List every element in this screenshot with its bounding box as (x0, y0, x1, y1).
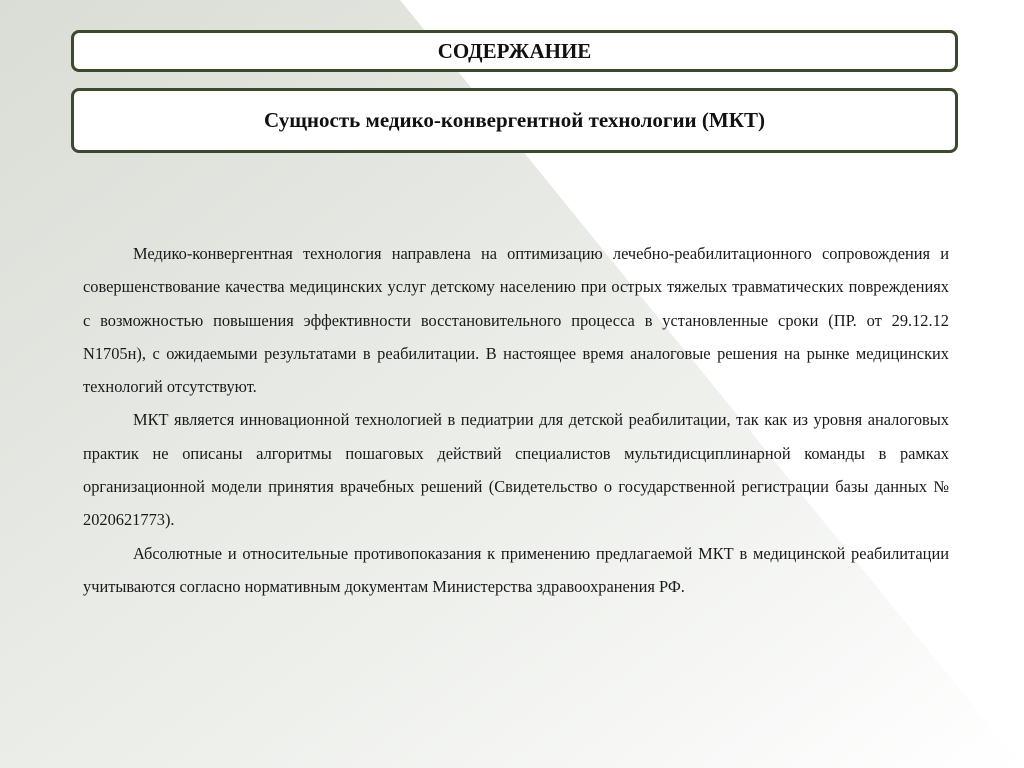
paragraph-2: МКТ является инновационной технологией в педиатрии для детской реабилитации, так как из уровня аналоговых практик не описаны алгоритмы пошаговых действий специалистов мультидисциплинарной команды в рамках организационной модели принятия врачебных решений (Свидетельство о государственной регистрации базы данных № 2020621773). (83, 410, 949, 530)
body-text (83, 237, 949, 603)
contents-title: СОДЕРЖАНИЕ (437, 38, 592, 63)
contents-header (71, 30, 958, 72)
section-title: Сущность медико-конвергентной технологии (МКТ) (264, 108, 765, 132)
paragraph-1: Медико-конвергентная технология направлена на оптимизацию лечебно-реабилитационного сопровождения и совершенствование качества медицинских услуг детскому населению при острых тяжелых травматических повреждениях с возможностью повышения эффективности восстановительного процесса в установленные сроки (ПР. от 29.12.12 N1705н), с ожидаемыми результатами в реабилитации. В настоящее время аналоговые решения на рынке медицинских технологий отсутствуют. (83, 244, 949, 397)
paragraph-3: Абсолютные и относительные противопоказания к применению предлагаемой МКТ в медицинской реабилитации учитываются согласно нормативным документам Министерства здравоохранения РФ. (83, 543, 949, 596)
section-title-box (71, 88, 958, 153)
